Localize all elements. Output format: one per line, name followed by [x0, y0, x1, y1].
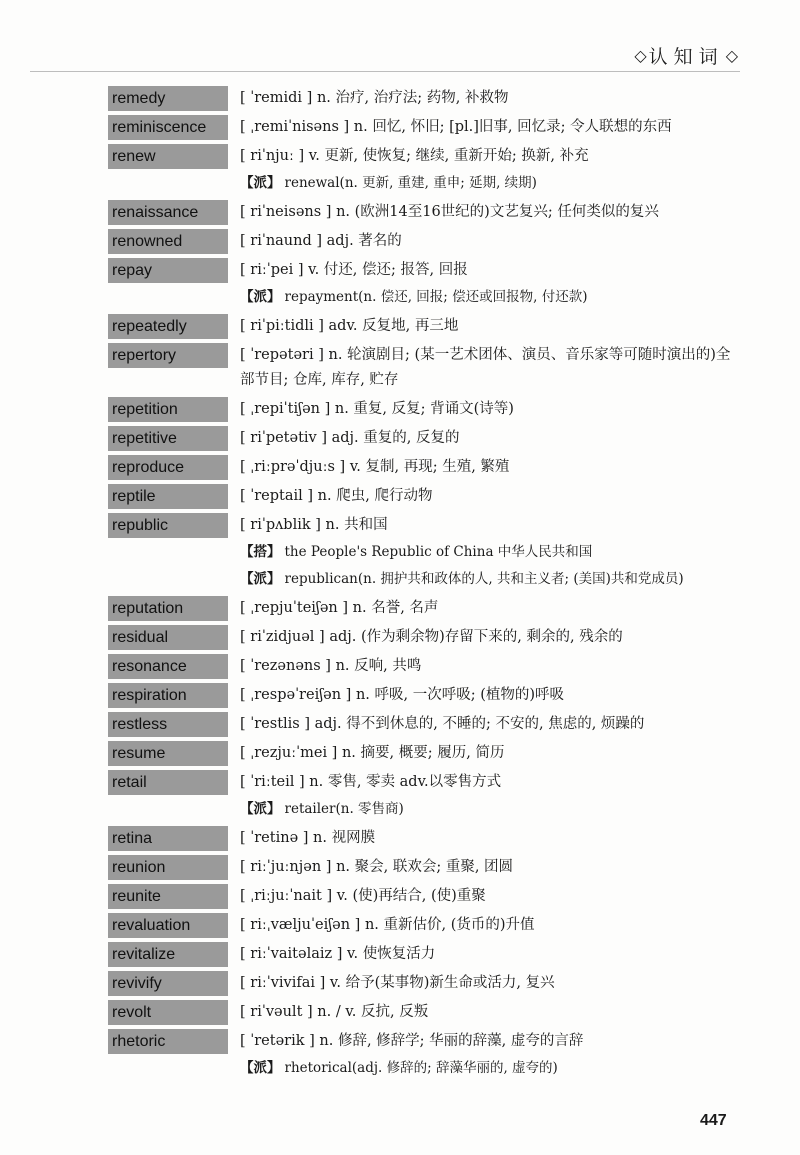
entry-reminiscence	[108, 115, 732, 140]
pronunciation: [ ˈrestlis ]	[240, 716, 311, 732]
note-tag: 【派】	[240, 571, 281, 587]
entry-residual	[108, 625, 732, 650]
meaning: n. 共和国	[325, 517, 388, 533]
pronunciation: [ ˌremiˈnisəns ]	[240, 119, 350, 135]
definition-line	[240, 484, 732, 509]
definition-line	[240, 884, 732, 909]
definition-line	[240, 200, 732, 225]
note-text: retailer(n. 零售商)	[284, 801, 404, 817]
derivative-line	[240, 1056, 732, 1081]
pronunciation: [ ˈrepətəri ]	[240, 347, 324, 363]
entry-respiration	[108, 683, 732, 708]
pronunciation: [ riˈpetətiv ]	[240, 430, 328, 446]
note-tag: 【搭】	[240, 544, 281, 560]
definition-block	[228, 343, 732, 393]
meaning: n. 重新估价, (货币的)升值	[364, 917, 535, 933]
meaning: adj. 著名的	[326, 233, 402, 249]
definition-block	[228, 884, 732, 909]
definition-line	[240, 625, 732, 650]
diamond-icon: ◇	[725, 46, 738, 65]
definition-line	[240, 513, 732, 538]
entry-republic	[108, 513, 732, 592]
definition-line	[240, 741, 732, 766]
note-text: republican(n. 拥护共和政体的人, 共和主义者; (美国)共和党成员)	[284, 571, 684, 587]
meaning: n. 治疗, 治疗法; 药物, 补救物	[316, 90, 509, 106]
meaning: n. / v. 反抗, 反叛	[317, 1004, 429, 1020]
headword: reunion	[108, 855, 228, 880]
meaning: n. 重复, 反复; 背诵文(诗等)	[334, 401, 514, 417]
entry-restless	[108, 712, 732, 737]
pronunciation: [ ˈriːteil ]	[240, 774, 305, 790]
entry-reunion	[108, 855, 732, 880]
entry-reunite	[108, 884, 732, 909]
note-tag: 【派】	[240, 1060, 281, 1076]
meaning: v. (使)再结合, (使)重聚	[336, 888, 486, 904]
definition-block	[228, 258, 732, 310]
definition-block	[228, 596, 732, 621]
definition-block	[228, 942, 732, 967]
pronunciation: [ ˌrespəˈreiʃən ]	[240, 687, 352, 703]
pronunciation: [ riːˈvaitəlaiz ]	[240, 946, 343, 962]
meaning: v. 复制, 再现; 生殖, 繁殖	[349, 459, 510, 475]
definition-block	[228, 770, 732, 822]
note-tag: 【派】	[240, 175, 281, 191]
definition-block	[228, 397, 732, 422]
headword: repetition	[108, 397, 228, 422]
definition-block	[228, 115, 732, 140]
pronunciation: [ ˈremidi ]	[240, 90, 313, 106]
pronunciation: [ riˈpʌblik ]	[240, 517, 321, 533]
pronunciation: [ ˈreptail ]	[240, 488, 314, 504]
definition-block	[228, 455, 732, 480]
definition-line	[240, 683, 732, 708]
meaning: v. 更新, 使恢复; 继续, 重新开始; 换新, 补充	[308, 148, 589, 164]
pronunciation: [ ˌrepjuˈteiʃən ]	[240, 600, 349, 616]
definition-line	[240, 826, 732, 851]
meaning: n. (欧洲14至16世纪的)文艺复兴; 任何类似的复兴	[336, 204, 659, 220]
definition-block	[228, 200, 732, 225]
meaning: v. 使恢复活力	[347, 946, 436, 962]
pronunciation: [ ˌrepiˈtiʃən ]	[240, 401, 331, 417]
headword: renowned	[108, 229, 228, 254]
derivative-line	[240, 567, 732, 592]
definition-block	[228, 1029, 732, 1081]
entry-remedy	[108, 86, 732, 111]
pronunciation: [ riˈnjuː ]	[240, 148, 305, 164]
definition-block	[228, 625, 732, 650]
entry-renaissance	[108, 200, 732, 225]
pronunciation: [ ˈretərik ]	[240, 1033, 315, 1049]
definition-block	[228, 314, 732, 339]
meaning: v. 付还, 偿还; 报答, 回报	[308, 262, 468, 278]
entry-revolt	[108, 1000, 732, 1025]
entry-repertory	[108, 343, 732, 393]
headword: resume	[108, 741, 228, 766]
header-rule	[30, 71, 740, 72]
entry-list	[108, 86, 732, 1085]
definition-line	[240, 343, 732, 393]
note-text: renewal(n. 更新, 重建, 重申; 延期, 续期)	[284, 175, 537, 191]
meaning: n. 聚会, 联欢会; 重聚, 团圆	[336, 859, 514, 875]
note-text: the People's Republic of China 中华人民共和国	[284, 544, 593, 560]
meaning: adj. (作为剩余物)存留下来的, 剩余的, 残余的	[329, 629, 623, 645]
definition-block	[228, 86, 732, 111]
entry-resonance	[108, 654, 732, 679]
definition-block	[228, 913, 732, 938]
headword: rhetoric	[108, 1029, 228, 1054]
pronunciation: [ ˌriːjuːˈnait ]	[240, 888, 333, 904]
note-text: repayment(n. 偿还, 回报; 偿还或回报物, 付还款)	[284, 289, 588, 305]
definition-line	[240, 455, 732, 480]
headword: retail	[108, 770, 228, 795]
definition-line	[240, 596, 732, 621]
entry-repetitive	[108, 426, 732, 451]
headword: reptile	[108, 484, 228, 509]
meaning: adv. 反复地, 再三地	[328, 318, 459, 334]
meaning: n. 轮演剧目; (某一艺术团体、演员、音乐家等可随时演出的)全部节目; 仓库, 库存, 贮存	[240, 347, 731, 388]
derivative-line	[240, 540, 732, 565]
meaning: n. 名誉, 名声	[352, 600, 439, 616]
headword: renew	[108, 144, 228, 169]
definition-line	[240, 314, 732, 339]
pronunciation: [ riːˈjuːnjən ]	[240, 859, 332, 875]
definition-line	[240, 770, 732, 795]
headword: repay	[108, 258, 228, 283]
pronunciation: [ riːˈpei ]	[240, 262, 304, 278]
meaning: n. 零售, 零卖 adv.以零售方式	[309, 774, 502, 790]
meaning: n. 修辞, 修辞学; 华丽的辞藻, 虚夸的言辞	[319, 1033, 584, 1049]
headword: restless	[108, 712, 228, 737]
meaning: v. 给予(某事物)新生命或活力, 复兴	[329, 975, 555, 991]
note-text: rhetorical(adj. 修辞的; 辞藻华丽的, 虚夸的)	[284, 1060, 558, 1076]
pronunciation: [ riˈnaund ]	[240, 233, 323, 249]
headword: reminiscence	[108, 115, 228, 140]
entry-revitalize	[108, 942, 732, 967]
headword: revolt	[108, 1000, 228, 1025]
headword: residual	[108, 625, 228, 650]
headword: respiration	[108, 683, 228, 708]
definition-line	[240, 144, 732, 169]
definition-line	[240, 654, 732, 679]
pronunciation: [ riˈvəult ]	[240, 1004, 313, 1020]
entry-revivify	[108, 971, 732, 996]
definition-line	[240, 426, 732, 451]
definition-line	[240, 712, 732, 737]
meaning: n. 反响, 共鸣	[335, 658, 422, 674]
pronunciation: [ riːˈvivifai ]	[240, 975, 326, 991]
note-tag: 【派】	[240, 801, 281, 817]
definition-line	[240, 229, 732, 254]
definition-line	[240, 1029, 732, 1054]
section-title: 认知词	[648, 46, 724, 68]
meaning: n. 视网膜	[313, 830, 376, 846]
meaning: adj. 重复的, 反复的	[331, 430, 460, 446]
definition-line	[240, 1000, 732, 1025]
definition-block	[228, 826, 732, 851]
headword: repetitive	[108, 426, 228, 451]
definition-line	[240, 115, 732, 140]
page-header	[0, 42, 740, 69]
entry-repeatedly	[108, 314, 732, 339]
headword: reproduce	[108, 455, 228, 480]
headword: resonance	[108, 654, 228, 679]
page-number: 447	[700, 1112, 727, 1129]
pronunciation: [ riːˌvæljuˈeiʃən ]	[240, 917, 361, 933]
meaning: n. 爬虫, 爬行动物	[317, 488, 433, 504]
pronunciation: [ riˈpiːtidli ]	[240, 318, 324, 334]
definition-block	[228, 683, 732, 708]
headword: renaissance	[108, 200, 228, 225]
headword: republic	[108, 513, 228, 538]
headword: reputation	[108, 596, 228, 621]
definition-block	[228, 741, 732, 766]
definition-block	[228, 971, 732, 996]
headword: remedy	[108, 86, 228, 111]
pronunciation: [ riˈzidjuəl ]	[240, 629, 325, 645]
derivative-line	[240, 285, 732, 310]
headword: revivify	[108, 971, 228, 996]
derivative-line	[240, 171, 732, 196]
meaning: n. 摘要, 概要; 履历, 简历	[341, 745, 505, 761]
diamond-icon: ◇	[634, 46, 647, 65]
meaning: n. 回忆, 怀旧; [pl.]旧事, 回忆录; 令人联想的东西	[353, 119, 672, 135]
definition-block	[228, 426, 732, 451]
entry-repay	[108, 258, 732, 310]
definition-block	[228, 712, 732, 737]
pronunciation: [ ˌriːprəˈdjuːs ]	[240, 459, 346, 475]
definition-block	[228, 144, 732, 196]
headword: reunite	[108, 884, 228, 909]
headword: repeatedly	[108, 314, 228, 339]
definition-line	[240, 942, 732, 967]
entry-rhetoric	[108, 1029, 732, 1081]
pronunciation: [ ˈretinə ]	[240, 830, 309, 846]
entry-reputation	[108, 596, 732, 621]
meaning: n. 呼吸, 一次呼吸; (植物的)呼吸	[355, 687, 565, 703]
definition-line	[240, 913, 732, 938]
headword: revaluation	[108, 913, 228, 938]
entry-reptile	[108, 484, 732, 509]
entry-renowned	[108, 229, 732, 254]
headword: retina	[108, 826, 228, 851]
definition-block	[228, 229, 732, 254]
definition-line	[240, 971, 732, 996]
entry-revaluation	[108, 913, 732, 938]
derivative-line	[240, 797, 732, 822]
entry-repetition	[108, 397, 732, 422]
definition-block	[228, 484, 732, 509]
meaning: adj. 得不到休息的, 不睡的; 不安的, 焦虑的, 烦躁的	[314, 716, 645, 732]
pronunciation: [ ˌrezjuːˈmei ]	[240, 745, 338, 761]
definition-line	[240, 397, 732, 422]
entry-reproduce	[108, 455, 732, 480]
entry-retail	[108, 770, 732, 822]
definition-block	[228, 654, 732, 679]
entry-retina	[108, 826, 732, 851]
pronunciation: [ riˈneisəns ]	[240, 204, 332, 220]
definition-line	[240, 258, 732, 283]
definition-block	[228, 513, 732, 592]
definition-line	[240, 86, 732, 111]
headword: repertory	[108, 343, 228, 368]
entry-renew	[108, 144, 732, 196]
definition-block	[228, 1000, 732, 1025]
headword: revitalize	[108, 942, 228, 967]
note-tag: 【派】	[240, 289, 281, 305]
entry-resume	[108, 741, 732, 766]
definition-line	[240, 855, 732, 880]
definition-block	[228, 855, 732, 880]
pronunciation: [ ˈrezənəns ]	[240, 658, 331, 674]
